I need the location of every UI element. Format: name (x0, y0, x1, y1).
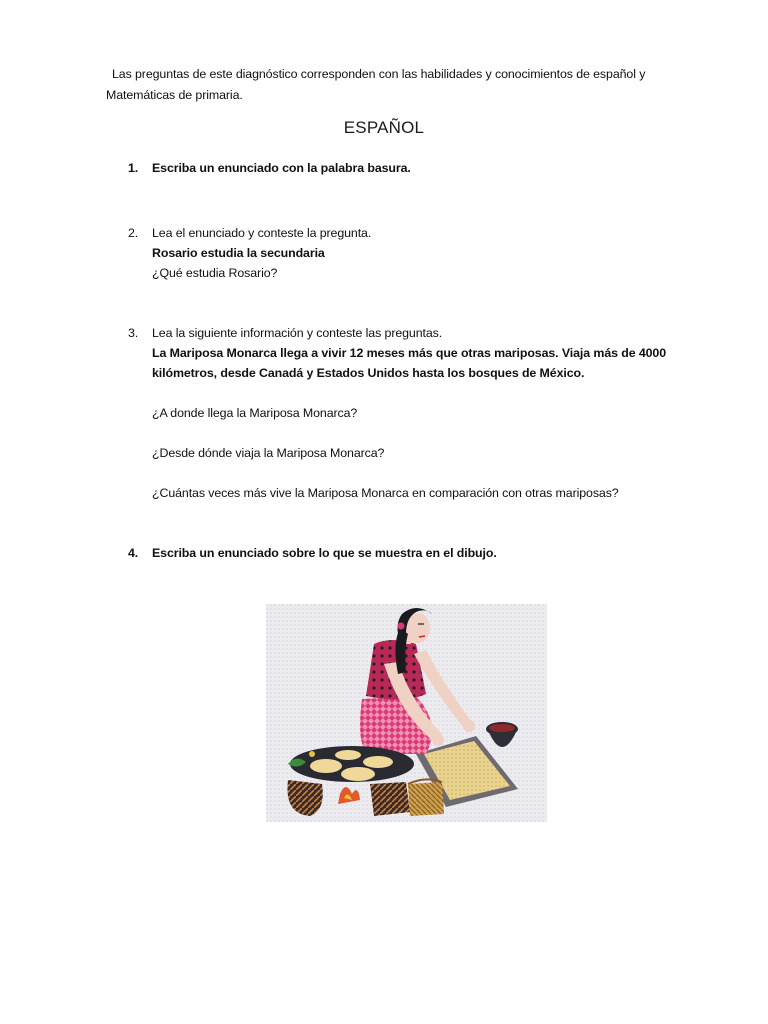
question-number: 3. (128, 326, 139, 340)
question-number: 2. (128, 226, 139, 240)
intro-paragraph: Las preguntas de este diagnóstico corresponden con las habilidades y conocimientos de español y Matemáticas de primaria. (106, 67, 646, 102)
question-number: 4. (128, 546, 139, 560)
sub-question-1: ¿A donde llega la Mariposa Monarca? (152, 406, 358, 420)
tortilla-maker-image (266, 604, 547, 822)
question-prompt: Escriba un enunciado con la palabra basura. (152, 161, 411, 175)
section-heading: ESPAÑOL (343, 118, 425, 137)
question-number: 1. (128, 161, 139, 175)
reading-text-line-2: kilómetros, desde Canadá y Estados Unidos hasta los bosques de México. (152, 366, 585, 380)
question-sentence: Rosario estudia la secundaria (152, 246, 325, 260)
question-prompt: Lea la siguiente información y conteste las preguntas. (152, 326, 443, 340)
reading-text-line-1: La Mariposa Monarca llega a vivir 12 meses más que otras mariposas. Viaja más de 4000 (152, 346, 667, 360)
sub-question-3: ¿Cuántas veces más vive la Mariposa Monarca en comparación con otras mariposas? (152, 486, 619, 500)
question-prompt: Escriba un enunciado sobre lo que se muestra en el dibujo. (152, 546, 497, 560)
question-prompt: Lea el enunciado y conteste la pregunta. (152, 226, 372, 240)
woman-making-tortillas-icon (266, 604, 547, 822)
question-ask: ¿Qué estudia Rosario? (152, 266, 278, 280)
sub-question-2: ¿Desde dónde viaja la Mariposa Monarca? (152, 446, 385, 460)
